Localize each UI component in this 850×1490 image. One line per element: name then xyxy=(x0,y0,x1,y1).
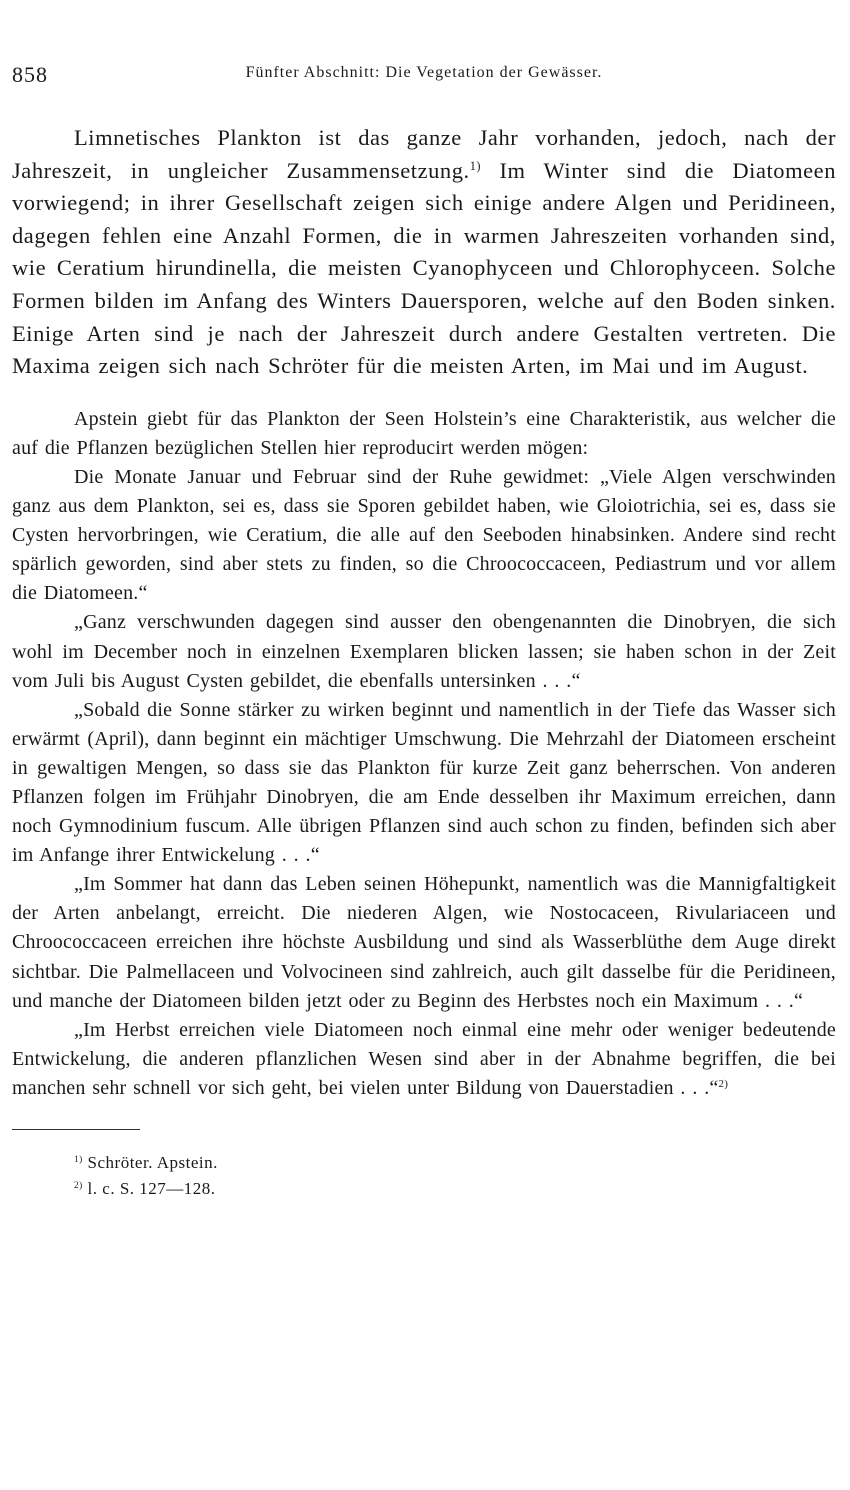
footnote-marker: 2) xyxy=(74,1180,83,1191)
footnote-text: l. c. S. 127—128. xyxy=(82,1179,216,1198)
paragraph-quote-dinobryen: „Ganz verschwunden dagegen sind ausser den obengenannten die Dinobryen, die sich wohl im December noch in einzelnen Exemplaren blicken lassen; sie haben schon in der Zeit vom Juli bis August Cysten gebildet, die ebenfalls untersinken . . .“ xyxy=(12,611,836,692)
footnotes xyxy=(12,1150,836,1202)
paragraph-text: Im Winter sind die Diatomeen vorwiegend; in ihrer Gesellschaft zeigen sich einige andere Algen und Peridineen, dagegen fehlen eine Anzahl Formen, die in warmen Jahreszeiten vorhanden sind, wie Ceratium hirundinella, die meisten Cyanophyceen und Chlorophyceen. Solche Formen bilden im Anfang des Winters Dauersporen, welche auf den Boden sinken. Einige Arten sind je nach der Jahreszeit durch andere Gestalten vertreten. Die Maxima zeigen sich nach Schröter für die meisten Arten, im Mai und im August. xyxy=(12,157,837,379)
paragraph-quote-summer: „Im Sommer hat dann das Leben seinen Höhepunkt, namentlich was die Mannigfaltigkeit der Arten anbelangt, erreicht. Die niederen Algen, wie Nostocaceen, Rivulariaceen und Chroococcaceen erreichen ihre höchste Ausbildung und sind als Wasserblüthe dem Auge direkt sichtbar. Die Palmellaceen und Volvocineen sind zahlreich, auch gilt dasselbe für die Peridineen, und manche der Diatomeen bilden jetzt oder zu Beginn des Herbstes noch ein Maximum . . .“ xyxy=(12,873,836,1012)
footnote-marker: 1) xyxy=(74,1154,83,1165)
page-number: 858 xyxy=(12,62,48,87)
paragraph-quote-spring: „Sobald die Sonne stärker zu wirken beginnt und namentlich in der Tiefe das Wasser sich erwärmt (April), dann beginnt ein mächtiger Umschwung. Die Mehrzahl der Diatomeen erscheint in gewaltigen Mengen, so dass sie das Plankton für kurze Zeit ganz beherrschen. Von anderen Pflanzen folgen im Frühjahr Dinobryen, die am Ende desselben ihr Maximum erreichen, dann noch Gymnodinium fuscum. Alle übrigen Pflanzen sind auch schon zu finden, befinden sich aber im Anfange ihrer Entwickelung . . .“ xyxy=(12,698,836,867)
paragraph-limnetic-plankton xyxy=(12,122,836,383)
footnote-text: Schröter. Apstein. xyxy=(82,1153,218,1172)
page-header xyxy=(12,62,836,122)
paragraph-text: „Im Herbst erreichen viele Diatomeen noch einmal eine mehr oder weniger bedeutende Entwickelung, die anderen pflanzlichen Wesen sind aber in der Abnahme begriffen, die bei manchen sehr schnell vor sich geht, bei vielen unter Bildung von Dauerstadien . . .“ xyxy=(12,1018,836,1099)
paragraph-text: Limnetisches Plankton ist das ganze Jahr vorhanden, jedoch, nach der Jahreszeit, in ungleicher Zusammensetzung. xyxy=(12,125,836,183)
footnote-divider xyxy=(12,1129,140,1130)
book-page xyxy=(12,0,836,1202)
footnote-1 xyxy=(74,1150,836,1176)
footnote-reference-2: 2) xyxy=(718,1077,729,1090)
paragraph-quote-autumn xyxy=(12,1016,836,1103)
footnote-reference-1: 1) xyxy=(469,158,482,173)
footnote-2 xyxy=(74,1176,836,1202)
running-title: Fünfter Abschnitt: Die Vegetation der Gewässer. xyxy=(245,64,603,81)
paragraph-quote-january: Die Monate Januar und Februar sind der Ruhe gewidmet: „Viele Algen verschwinden ganz aus dem Plankton, sei es, dass sie Sporen gebildet haben, wie Gloiotrichia, sei es, dass sie Cysten hervorbringen, wie Ceratium, die alle auf den Seeboden hinabsinken. Andere sind recht spärlich geworden, sind aber stets zu finden, so die Chroococcaceen, Pediastrum und vor allem die Diatomeen.“ xyxy=(12,465,836,605)
paragraph-apstein-intro: Apstein giebt für das Plankton der Seen Holstein’s eine Charakteristik, aus welcher die auf die Pflanzen bezüglichen Stellen hier reproducirt werden mögen: xyxy=(12,407,836,459)
